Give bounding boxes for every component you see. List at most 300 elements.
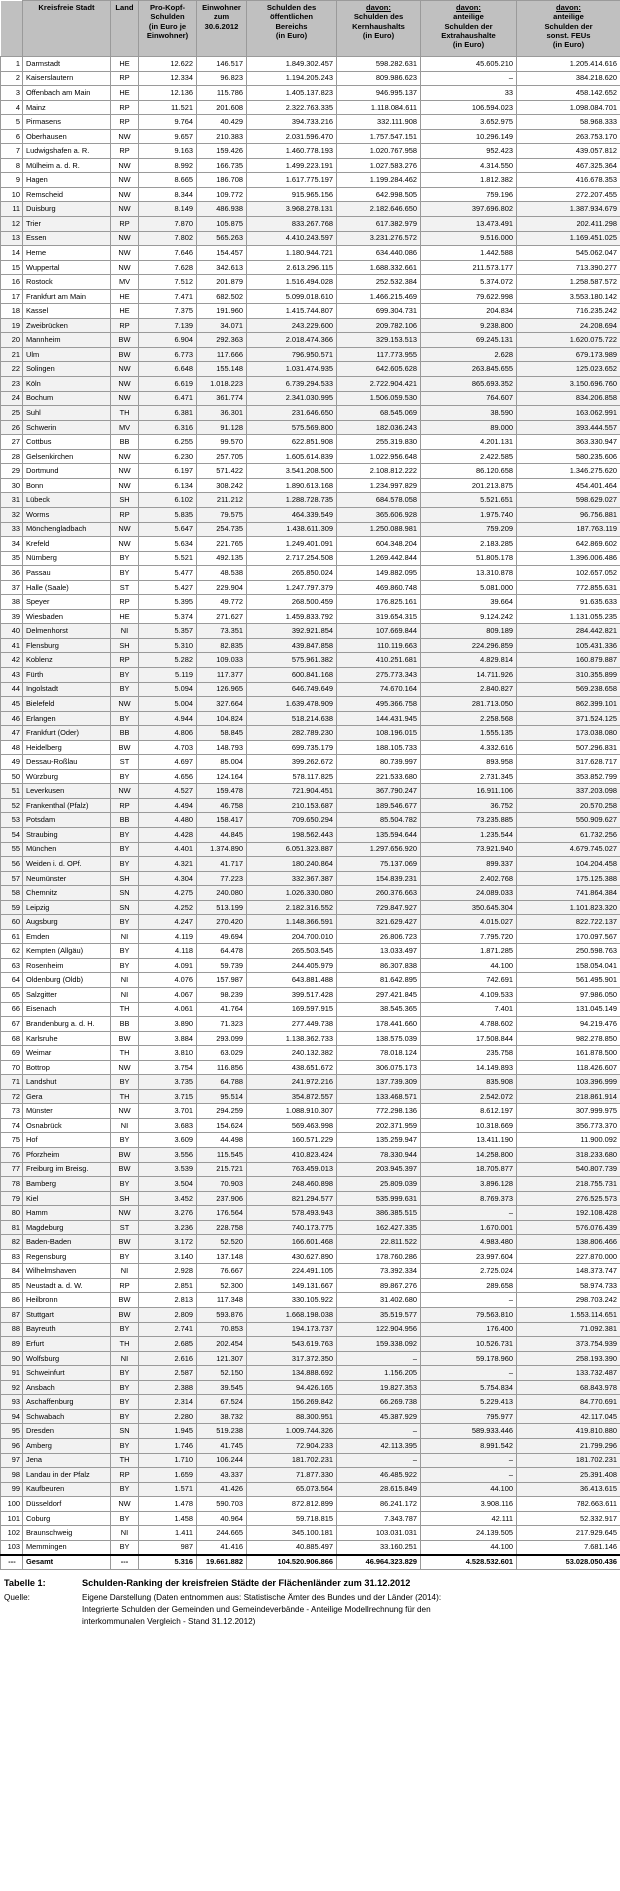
cell-city: Remscheid: [23, 187, 111, 202]
cell-per-capita-debt: 2.851: [139, 1278, 197, 1293]
cell-other-feu-debt: 576.076.439: [517, 1220, 620, 1235]
table-row: [1, 711, 620, 726]
cell-per-capita-debt: 5.282: [139, 653, 197, 668]
cell-public-sector-debt: 72.904.233: [247, 1438, 337, 1453]
cell-extra-budget-debt: 10.318.669: [421, 1118, 517, 1133]
cell-extra-budget-debt: 44.100: [421, 958, 517, 973]
cell-rank: 97: [1, 1453, 23, 1468]
cell-public-sector-debt: 575.961.382: [247, 653, 337, 668]
cell-per-capita-debt: 8.992: [139, 158, 197, 173]
cell-rank: 13: [1, 231, 23, 246]
cell-land: BY: [111, 667, 139, 682]
column-header-other-feu-debt: [517, 1, 620, 57]
cell-per-capita-debt: 4.944: [139, 711, 197, 726]
cell-population: 96.823: [197, 71, 247, 86]
cell-extra-budget-debt: 8.769.373: [421, 1191, 517, 1206]
table-row: [1, 580, 620, 595]
cell-city: Dresden: [23, 1424, 111, 1439]
cell-population: 39.545: [197, 1380, 247, 1395]
cell-rank: 44: [1, 682, 23, 697]
cell-per-capita-debt: 6.316: [139, 420, 197, 435]
cell-per-capita-debt: 3.890: [139, 1017, 197, 1032]
cell-core-budget-debt: 182.036.243: [337, 420, 421, 435]
cell-extra-budget-debt: 899.337: [421, 857, 517, 872]
table-row: [1, 493, 620, 508]
cell-city: Oldenburg (Oldb): [23, 973, 111, 988]
cell-public-sector-debt: 5.099.018.610: [247, 289, 337, 304]
cell-land: BY: [111, 1409, 139, 1424]
table-row: [1, 289, 620, 304]
cell-other-feu-debt: 862.399.101: [517, 697, 620, 712]
cell-extra-budget-debt: 79.622.998: [421, 289, 517, 304]
cell-other-feu-debt: 20.570.258: [517, 798, 620, 813]
cell-land: BY: [111, 551, 139, 566]
cell-per-capita-debt: 4.697: [139, 755, 197, 770]
cell-land: NW: [111, 522, 139, 537]
cell-core-budget-debt: 26.806.723: [337, 929, 421, 944]
cell-other-feu-debt: 1.205.414.616: [517, 57, 620, 72]
table-row: [1, 958, 620, 973]
table-row: [1, 1468, 620, 1483]
cell-extra-budget-debt: 835.908: [421, 1075, 517, 1090]
header-line: sonst. FEUs: [546, 30, 591, 40]
cell-public-sector-debt: 1.088.910.307: [247, 1104, 337, 1119]
table-row: [1, 217, 620, 232]
table-row: [1, 886, 620, 901]
cell-core-budget-debt: 729.847.927: [337, 900, 421, 915]
cell-per-capita-debt: 4.703: [139, 740, 197, 755]
cell-public-sector-debt: 204.700.010: [247, 929, 337, 944]
table-row: [1, 1104, 620, 1119]
cell-land: TH: [111, 1046, 139, 1061]
cell-extra-budget-debt: 1.555.135: [421, 726, 517, 741]
cell-rank: 99: [1, 1482, 23, 1497]
cell-land: BY: [111, 1540, 139, 1555]
cell-population: 202.454: [197, 1337, 247, 1352]
cell-per-capita-debt: 1.478: [139, 1497, 197, 1512]
cell-rank: 91: [1, 1366, 23, 1381]
cell-core-budget-debt: 78.018.124: [337, 1046, 421, 1061]
cell-public-sector-debt: 241.972.216: [247, 1075, 337, 1090]
table-row: [1, 1293, 620, 1308]
cell-public-sector-debt: 134.888.692: [247, 1366, 337, 1381]
cell-other-feu-debt: 125.023.652: [517, 362, 620, 377]
cell-other-feu-debt: 1.553.114.651: [517, 1308, 620, 1323]
cell-population: 49.694: [197, 929, 247, 944]
cell-extra-budget-debt: 3.896.128: [421, 1177, 517, 1192]
cell-extra-budget-debt: 51.805.178: [421, 551, 517, 566]
cell-city: Hof: [23, 1133, 111, 1148]
cell-per-capita-debt: 8.344: [139, 187, 197, 202]
cell-public-sector-debt: 721.904.451: [247, 784, 337, 799]
header-line: anteilige: [553, 12, 584, 22]
cell-population: 48.538: [197, 566, 247, 581]
cell-land: BB: [111, 1017, 139, 1032]
table-row: [1, 1017, 620, 1032]
cell-extra-budget-debt: 4.015.027: [421, 915, 517, 930]
cell-per-capita-debt: 6.197: [139, 464, 197, 479]
table-row: [1, 144, 620, 159]
table-row: [1, 86, 620, 101]
cell-public-sector-debt: 1.405.137.823: [247, 86, 337, 101]
cell-other-feu-debt: 160.879.887: [517, 653, 620, 668]
cell-public-sector-debt: 438.651.672: [247, 1060, 337, 1075]
cell-extra-budget-debt: 1.812.382: [421, 173, 517, 188]
cell-extra-budget-debt: 9.238.800: [421, 318, 517, 333]
cell-rank: 92: [1, 1380, 23, 1395]
cell-core-budget-debt: 1.250.088.981: [337, 522, 421, 537]
cell-other-feu-debt: 550.909.627: [517, 813, 620, 828]
cell-rank: 60: [1, 915, 23, 930]
cell-city: Regensburg: [23, 1249, 111, 1264]
cell-population: 85.004: [197, 755, 247, 770]
cell-land: SH: [111, 638, 139, 653]
cell-rank: 67: [1, 1017, 23, 1032]
cell-rank: 41: [1, 638, 23, 653]
cell-other-feu-debt: 272.207.455: [517, 187, 620, 202]
cell-population: 254.735: [197, 522, 247, 537]
table-row: [1, 435, 620, 450]
cell-public-sector-debt: 6.739.294.533: [247, 377, 337, 392]
cell-rank: 76: [1, 1148, 23, 1163]
table-row: [1, 1177, 620, 1192]
cell-per-capita-debt: 4.480: [139, 813, 197, 828]
cell-rank: 24: [1, 391, 23, 406]
header-line: Schulden: [150, 12, 185, 22]
table-row: [1, 1453, 620, 1468]
cell-extra-budget-debt: 742.691: [421, 973, 517, 988]
header-line: anteilige: [453, 12, 484, 22]
cell-land: BY: [111, 1380, 139, 1395]
cell-rank: 66: [1, 1002, 23, 1017]
cell-core-budget-debt: 634.440.086: [337, 246, 421, 261]
cell-per-capita-debt: 3.754: [139, 1060, 197, 1075]
table-row: [1, 406, 620, 421]
cell-core-budget-debt: 260.376.663: [337, 886, 421, 901]
caption-source-label: Quelle:: [4, 1593, 30, 1603]
cell-extra-budget-debt: 18.705.877: [421, 1162, 517, 1177]
cell-other-feu-debt: 202.411.298: [517, 217, 620, 232]
cell-public-sector-debt: 1.890.613.168: [247, 478, 337, 493]
cell-public-sector-debt: 1.247.797.379: [247, 580, 337, 595]
cell-other-feu-debt: 317.628.717: [517, 755, 620, 770]
cell-public-sector-debt: 2.341.030.995: [247, 391, 337, 406]
cell-land: BY: [111, 711, 139, 726]
table-row: [1, 1148, 620, 1163]
cell-other-feu-debt: 104.204.458: [517, 857, 620, 872]
cell-other-feu-debt: 772.855.631: [517, 580, 620, 595]
table-row: [1, 1133, 620, 1148]
cell-extra-budget-debt: 1.975.740: [421, 507, 517, 522]
cell-other-feu-debt: 580.235.606: [517, 449, 620, 464]
cell-city: Rosenheim: [23, 958, 111, 973]
cell-public-sector-debt: 2.613.296.115: [247, 260, 337, 275]
cell-extra-budget-debt: 24.139.505: [421, 1526, 517, 1541]
cell-extra-budget-debt: 4.109.533: [421, 988, 517, 1003]
cell-land: RP: [111, 115, 139, 130]
cell-city: Duisburg: [23, 202, 111, 217]
cell-population: 49.772: [197, 595, 247, 610]
cell-public-sector-debt: 194.173.737: [247, 1322, 337, 1337]
cell-core-budget-debt: 809.986.623: [337, 71, 421, 86]
cell-city: Koblenz: [23, 653, 111, 668]
table-row: [1, 507, 620, 522]
cell-per-capita-debt: 11.521: [139, 100, 197, 115]
cell-core-budget-debt: 38.545.365: [337, 1002, 421, 1017]
cell-extra-budget-debt: 45.605.210: [421, 57, 517, 72]
cell-public-sector-debt: 1.026.330.080: [247, 886, 337, 901]
cell-population: 124.164: [197, 769, 247, 784]
cell-rank: 1: [1, 57, 23, 72]
cell-rank: 93: [1, 1395, 23, 1410]
cell-extra-budget-debt: 893.958: [421, 755, 517, 770]
cell-population: 229.904: [197, 580, 247, 595]
cell-population: 191.960: [197, 304, 247, 319]
cell-city: Augsburg: [23, 915, 111, 930]
cell-population: 95.514: [197, 1089, 247, 1104]
cell-city: Kiel: [23, 1191, 111, 1206]
cell-city: Schweinfurt: [23, 1366, 111, 1381]
cell-core-budget-debt: 135.259.947: [337, 1133, 421, 1148]
cell-extra-budget-debt: 13.473.491: [421, 217, 517, 232]
cell-rank: 74: [1, 1118, 23, 1133]
table-row: [1, 682, 620, 697]
cell-other-feu-debt: 96.756.881: [517, 507, 620, 522]
cell-land: NW: [111, 449, 139, 464]
cell-city: Pforzheim: [23, 1148, 111, 1163]
cell-rank: 10: [1, 187, 23, 202]
table-row: [1, 609, 620, 624]
cell-extra-budget-debt: –: [421, 1468, 517, 1483]
caption-source-line: Integrierte Schulden der Gemeinden und Gemeindeverbände - Anteilige Modellrechnung für den: [82, 1605, 431, 1615]
table-row: [1, 1118, 620, 1133]
cell-extra-budget-debt: 4.829.814: [421, 653, 517, 668]
cell-land: RP: [111, 595, 139, 610]
cell-per-capita-debt: 2.741: [139, 1322, 197, 1337]
cell-per-capita-debt: 4.527: [139, 784, 197, 799]
table-row: [1, 347, 620, 362]
cell-core-budget-debt: 159.338.092: [337, 1337, 421, 1352]
cell-other-feu-debt: 834.206.858: [517, 391, 620, 406]
table-row: [1, 595, 620, 610]
cell-extra-budget-debt: 1.442.588: [421, 246, 517, 261]
cell-population: 240.080: [197, 886, 247, 901]
cell-population: 154.457: [197, 246, 247, 261]
cell-public-sector-debt: 1.031.474.935: [247, 362, 337, 377]
cell-extra-budget-debt: 865.693.352: [421, 377, 517, 392]
cell-rank: 63: [1, 958, 23, 973]
cell-city: Bottrop: [23, 1060, 111, 1075]
cell-other-feu-debt: 173.038.080: [517, 726, 620, 741]
cell-extra-budget-debt: 10.526.731: [421, 1337, 517, 1352]
cell-public-sector-debt: 3.968.278.131: [247, 202, 337, 217]
cell-extra-budget-debt: 33: [421, 86, 517, 101]
cell-population: 492.135: [197, 551, 247, 566]
cell-other-feu-debt: 713.390.277: [517, 260, 620, 275]
cell-per-capita-debt: 6.255: [139, 435, 197, 450]
cell-core-budget-debt: 699.304.731: [337, 304, 421, 319]
cell-public-sector-debt: 354.872.557: [247, 1089, 337, 1104]
cell-city: Wilhelmshaven: [23, 1264, 111, 1279]
cell-public-sector-debt: 244.405.979: [247, 958, 337, 973]
cell-rank: 22: [1, 362, 23, 377]
cell-core-budget-debt: 367.790.247: [337, 784, 421, 799]
table-row: [1, 566, 620, 581]
cell-other-feu-debt: 148.373.747: [517, 1264, 620, 1279]
cell-per-capita-debt: 9.764: [139, 115, 197, 130]
cell-extra-budget-debt: 106.594.023: [421, 100, 517, 115]
header-davon-label: davon:: [366, 3, 391, 12]
cell-public-sector-debt: 1.460.778.193: [247, 144, 337, 159]
cell-other-feu-debt: 642.869.602: [517, 537, 620, 552]
cell-other-feu-debt: 187.763.119: [517, 522, 620, 537]
cell-other-feu-debt: 467.325.364: [517, 158, 620, 173]
cell-core-budget-debt: 329.153.513: [337, 333, 421, 348]
table-row: [1, 158, 620, 173]
cell-population: 91.128: [197, 420, 247, 435]
cell-land: NW: [111, 362, 139, 377]
cell-population: 40.964: [197, 1511, 247, 1526]
cell-city: Fürth: [23, 667, 111, 682]
cell-per-capita-debt: 8.665: [139, 173, 197, 188]
cell-other-feu-debt: 545.062.047: [517, 246, 620, 261]
cell-city: Emden: [23, 929, 111, 944]
cell-city: Karlsruhe: [23, 1031, 111, 1046]
table-caption: [0, 1577, 620, 1628]
cell-land: BW: [111, 1148, 139, 1163]
cell-rank: 80: [1, 1206, 23, 1221]
cell-rank: 40: [1, 624, 23, 639]
table-row: [1, 973, 620, 988]
cell-core-budget-debt: 221.533.680: [337, 769, 421, 784]
cell-other-feu-debt: 782.663.611: [517, 1497, 620, 1512]
cell-land: HE: [111, 304, 139, 319]
cell-other-feu-debt: 105.431.336: [517, 638, 620, 653]
cell-land: HE: [111, 289, 139, 304]
cell-population: 237.906: [197, 1191, 247, 1206]
cell-other-feu-debt: 250.598.763: [517, 944, 620, 959]
table-header: [1, 1, 620, 57]
cell-land: NW: [111, 129, 139, 144]
cell-rank: 81: [1, 1220, 23, 1235]
cell-land: BW: [111, 740, 139, 755]
table-row: [1, 275, 620, 290]
cell-rank: 37: [1, 580, 23, 595]
cell-core-budget-debt: 332.111.908: [337, 115, 421, 130]
cell-other-feu-debt: 3.150.696.760: [517, 377, 620, 392]
cell-public-sector-debt: 3.541.208.500: [247, 464, 337, 479]
total-cell-per-capita-debt: 5.316: [139, 1555, 197, 1570]
cell-extra-budget-debt: 13.310.878: [421, 566, 517, 581]
table-row: [1, 1482, 620, 1497]
cell-rank: 35: [1, 551, 23, 566]
cell-extra-budget-debt: 8.612.197: [421, 1104, 517, 1119]
cell-core-budget-debt: 178.760.286: [337, 1249, 421, 1264]
table-row: [1, 464, 620, 479]
cell-core-budget-debt: 1.506.059.530: [337, 391, 421, 406]
table-row: [1, 1089, 620, 1104]
header-line: Einwohner): [146, 30, 189, 40]
cell-per-capita-debt: 5.310: [139, 638, 197, 653]
cell-land: NI: [111, 1526, 139, 1541]
cell-other-feu-debt: 458.142.652: [517, 86, 620, 101]
cell-public-sector-debt: 2.182.316.552: [247, 900, 337, 915]
cell-core-budget-debt: 22.811.522: [337, 1235, 421, 1250]
cell-rank: 29: [1, 464, 23, 479]
cell-population: 126.965: [197, 682, 247, 697]
cell-city: Offenbach am Main: [23, 86, 111, 101]
cell-public-sector-debt: 265.850.024: [247, 566, 337, 581]
cell-land: RP: [111, 318, 139, 333]
cell-other-feu-debt: 507.296.831: [517, 740, 620, 755]
cell-rank: 103: [1, 1540, 23, 1555]
cell-other-feu-debt: 454.401.464: [517, 478, 620, 493]
cell-core-budget-debt: 946.995.137: [337, 86, 421, 101]
cell-core-budget-debt: 45.387.929: [337, 1409, 421, 1424]
table-row: [1, 813, 620, 828]
cell-city: Straubing: [23, 827, 111, 842]
cell-core-budget-debt: 189.546.677: [337, 798, 421, 813]
cell-population: 46.758: [197, 798, 247, 813]
cell-extra-budget-debt: 86.120.658: [421, 464, 517, 479]
table-row: [1, 740, 620, 755]
cell-other-feu-debt: 373.754.939: [517, 1337, 620, 1352]
cell-core-budget-debt: 19.827.353: [337, 1380, 421, 1395]
table-row: [1, 827, 620, 842]
cell-land: TH: [111, 1002, 139, 1017]
cell-population: 41.745: [197, 1438, 247, 1453]
cell-rank: 26: [1, 420, 23, 435]
cell-population: 117.666: [197, 347, 247, 362]
cell-other-feu-debt: 393.444.557: [517, 420, 620, 435]
cell-core-budget-debt: 209.782.106: [337, 318, 421, 333]
cell-rank: 18: [1, 304, 23, 319]
cell-land: NW: [111, 173, 139, 188]
cell-core-budget-debt: 495.366.758: [337, 697, 421, 712]
cell-city: Wolfsburg: [23, 1351, 111, 1366]
cell-other-feu-debt: 58.974.733: [517, 1278, 620, 1293]
cell-land: NW: [111, 1060, 139, 1075]
cell-per-capita-debt: 7.375: [139, 304, 197, 319]
table-row: [1, 857, 620, 872]
cell-population: 116.856: [197, 1060, 247, 1075]
cell-rank: 62: [1, 944, 23, 959]
table-row: [1, 537, 620, 552]
table-row: [1, 551, 620, 566]
cell-city: Aschaffenburg: [23, 1395, 111, 1410]
cell-rank: 16: [1, 275, 23, 290]
cell-public-sector-debt: 160.571.229: [247, 1133, 337, 1148]
cell-land: NI: [111, 1118, 139, 1133]
table-row: [1, 1162, 620, 1177]
cell-extra-budget-debt: 73.235.885: [421, 813, 517, 828]
cell-extra-budget-debt: 4.983.480: [421, 1235, 517, 1250]
cell-city: Landau in der Pfalz: [23, 1468, 111, 1483]
cell-extra-budget-debt: 59.178.960: [421, 1351, 517, 1366]
cell-public-sector-debt: 6.051.323.887: [247, 842, 337, 857]
caption-source-line: Eigene Darstellung (Daten entnommen aus: Statistische Ämter des Bundes und der Länder (2014):: [82, 1593, 442, 1603]
cell-extra-budget-debt: –: [421, 1453, 517, 1468]
cell-core-budget-debt: 386.385.515: [337, 1206, 421, 1221]
cell-rank: 56: [1, 857, 23, 872]
cell-public-sector-debt: 345.100.181: [247, 1526, 337, 1541]
cell-per-capita-debt: 9.163: [139, 144, 197, 159]
cell-city: Kassel: [23, 304, 111, 319]
cell-core-budget-debt: 42.113.395: [337, 1438, 421, 1453]
cell-extra-budget-debt: 809.189: [421, 624, 517, 639]
cell-public-sector-debt: 915.965.156: [247, 187, 337, 202]
cell-land: BY: [111, 827, 139, 842]
